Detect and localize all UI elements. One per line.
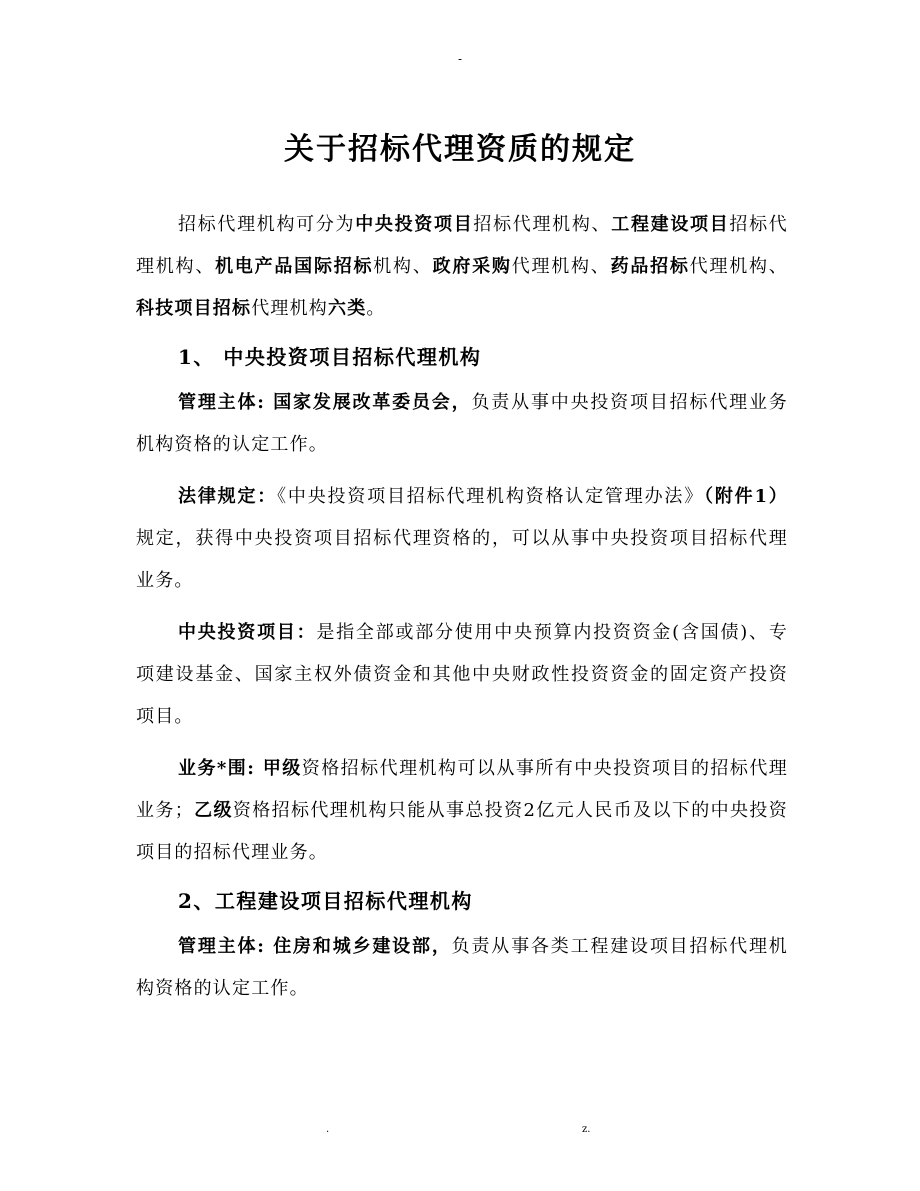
definition-label: 中央投资项目 — [178, 622, 297, 643]
label-separator: : — [257, 392, 274, 413]
label-separator: ： — [296, 622, 317, 643]
management-body: 国家发展改革委员会 — [273, 392, 452, 413]
label-separator: : — [257, 936, 274, 957]
management-text: 负责从事中央投资项目招标代理业务机构资格的认定工作。 — [136, 392, 788, 455]
scope-text: 资格招标代理机构只能从事总投资2亿元人民币及以下的中央投资项目的招标代理业务。 — [136, 800, 788, 863]
law-text: 规定，获得中央投资项目招标代理资格的，可以从事中央投资项目招标代理业务。 — [136, 528, 788, 591]
intro-text: 。 — [366, 298, 386, 319]
intro-text: 代理机构、 — [689, 256, 788, 277]
scope-text: 资格招标代理机构可以从事所有中央投资项目的招标代理业务； — [136, 758, 789, 821]
section-2-management-paragraph — [136, 926, 788, 1010]
law-attachment: （附件1） — [704, 486, 788, 507]
document-body — [136, 204, 788, 1010]
intro-text: 机构、 — [373, 256, 433, 277]
page-title: 关于招标代理资质的规定 — [284, 132, 636, 167]
intro-bold: 政府采购 — [432, 256, 512, 277]
grade-a: 甲级 — [262, 758, 302, 779]
definition-text: 是指全部或部分使用中央预算内投资资金(含国债)、专项建设基金、国家主权外债资金和其他中央财政性投资资金的固定资产投资项目。 — [136, 622, 789, 727]
intro-bold: 六类 — [328, 298, 367, 319]
label-separator: : — [247, 758, 263, 779]
intro-bold: 药品招标 — [610, 256, 690, 277]
section-1-scope-paragraph — [136, 748, 788, 874]
footer-left-mark: . — [326, 1124, 330, 1135]
footer-right-mark: z. — [582, 1124, 591, 1135]
intro-bold: 科技项目招标 — [136, 298, 252, 319]
intro-text: 招标代理机构、 — [473, 214, 612, 235]
comma: ， — [451, 392, 472, 413]
law-label: 法律规定 — [178, 486, 258, 507]
management-label: 管理主体 — [178, 936, 258, 957]
intro-text: 代理机构、 — [511, 256, 611, 277]
section-1-management-paragraph — [136, 382, 788, 466]
intro-bold: 机电产品国际招标 — [215, 256, 374, 277]
management-body: 住房和城乡建设部 — [273, 936, 432, 957]
section-1-heading: 1、 中央投资项目招标代理机构 — [178, 345, 482, 369]
intro-bold: 中央投资项目 — [355, 214, 474, 235]
section-1-law-paragraph — [136, 476, 788, 602]
intro-paragraph — [136, 204, 788, 330]
comma: ， — [431, 936, 452, 957]
intro-text: 招标代理机构、 — [136, 214, 788, 277]
intro-text: 招标代理机构可分为 — [178, 214, 356, 235]
intro-bold: 工程建设项目 — [611, 214, 730, 235]
management-label: 管理主体 — [178, 392, 258, 413]
management-text: 负责从事各类工程建设项目招标代理机构资格的认定工作。 — [136, 936, 788, 999]
scope-label: 业务*围 — [178, 758, 248, 779]
header-mark: - — [457, 52, 463, 66]
section-2-heading: 2、工程建设项目招标代理机构 — [178, 889, 473, 913]
law-title: 《中央投资项目招标代理机构资格认定管理办法》 — [277, 486, 705, 507]
grade-b: 乙级 — [193, 800, 233, 821]
intro-text: 代理机构 — [251, 298, 329, 319]
label-separator: ： — [257, 486, 278, 507]
section-1-definition-paragraph — [136, 612, 788, 738]
